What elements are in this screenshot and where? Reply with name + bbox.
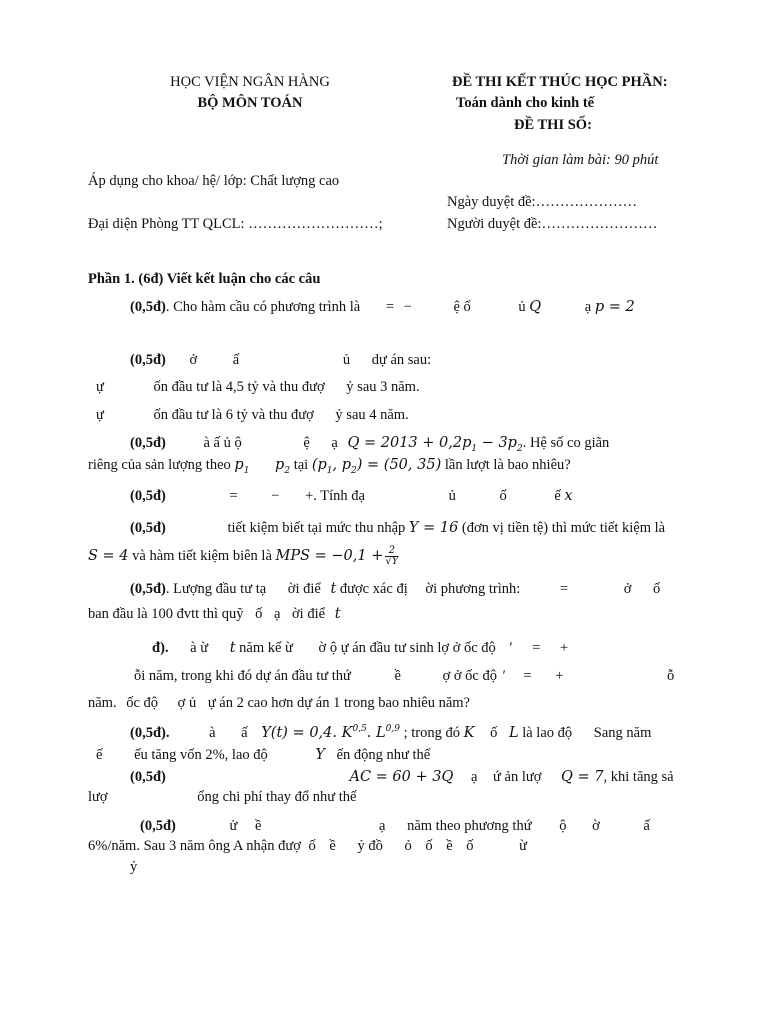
q9-q: Q = 7 <box>561 769 604 785</box>
q6-frag2: ở <box>623 581 632 597</box>
q1-text: . Cho hàm cầu có phương trình là <box>165 299 361 315</box>
q4-eq: = <box>229 488 238 504</box>
q8-frag2: ấ <box>241 725 248 741</box>
q6-points: (0,5đ) <box>130 581 166 597</box>
question-9 <box>130 768 674 786</box>
q7-text: năm kể ừ <box>239 640 293 656</box>
q7-points: đ). <box>152 640 169 656</box>
q3-pt2: , p <box>332 457 352 473</box>
q5-text2: (đơn vị tiền tệ) thì mức tiết kiệm là <box>461 520 666 536</box>
q2-text: dự án sau: <box>371 352 432 368</box>
question-10-line-2 <box>88 837 527 855</box>
q8-frag3: ố <box>490 725 498 741</box>
question-3-line-2 <box>88 456 571 474</box>
q9-text: ứ ản lượ <box>493 769 542 785</box>
q7-frag5: ỗ <box>667 668 675 684</box>
q7-plus: + <box>560 640 569 656</box>
q10-frag12: ề <box>446 838 453 854</box>
q7-var-t: t <box>229 640 236 656</box>
q8-text2: là lao độ <box>522 725 573 741</box>
q3-f1: Q = 2013 + 0,2p <box>347 435 472 451</box>
q5-text: tiết kiệm biết tại mức thu nhập <box>227 520 406 536</box>
q1-frag: ệ ố <box>453 299 471 315</box>
q1-price: p = 2 <box>594 299 635 315</box>
q10-frag7: ố <box>308 838 316 854</box>
q6-text4: ban đầu là 100 đvtt thì quỹ <box>88 606 244 622</box>
q3-text2: riêng của sản lượng theo <box>88 457 231 473</box>
question-10-line-3 <box>130 858 137 876</box>
p2-text2: ỷ sau 4 năm. <box>335 407 409 423</box>
q3-p2-var: p <box>275 457 285 473</box>
q10-frag11: ố <box>425 838 433 854</box>
q7-frag3: ề <box>394 668 401 684</box>
q6-frag: ời điể <box>287 581 321 597</box>
exam-title: ĐỀ THI KẾT THÚC HỌC PHẦN: <box>452 74 668 90</box>
question-4 <box>130 487 573 505</box>
q7-frag: à ừ <box>190 640 209 656</box>
q3-text3: lần lượt là bao nhiêu? <box>444 457 571 473</box>
q4-points: (0,5đ) <box>130 488 166 504</box>
question-8 <box>130 724 651 742</box>
q8-text: ; trong đó <box>403 725 460 741</box>
q10-frag4: ộ <box>559 818 567 834</box>
q10-frag9: ỷ đồ <box>357 838 383 854</box>
q1-minus: − <box>403 299 412 315</box>
department-name: BỘ MÔN TOÁN <box>197 95 303 111</box>
q3-f2: − 3p <box>477 435 517 451</box>
p2-text: ốn đầu tư là 6 tỷ và thu đượ <box>153 407 314 423</box>
q1-var-q: Q <box>529 299 542 315</box>
question-7-line-2 <box>134 667 674 685</box>
q4-frag: ủ <box>448 488 456 504</box>
project-1 <box>96 378 420 396</box>
q8-formula <box>261 725 400 741</box>
q7-text3: ỗi năm, trong khi đó dự án đầu tư thứ <box>134 668 351 684</box>
q4-minus: − <box>271 488 280 504</box>
q10-frag14: ừ <box>519 838 527 854</box>
q2-frag3: ủ <box>342 352 351 368</box>
q7-text5: ự án 2 cao hơn dự án 1 trong bao nhiêu năm? <box>207 695 470 711</box>
p1-frag: ự <box>96 379 104 395</box>
question-8-line-2 <box>96 746 430 764</box>
q6-var-t2: t <box>334 606 341 622</box>
q1-points: (0,5đ) <box>130 299 166 315</box>
q3-p1-var: p <box>234 457 244 473</box>
q5-income: Y = 16 <box>408 520 459 536</box>
q7-text2: ự án đầu tư sinh lợ ở ốc độ <box>340 640 496 656</box>
q6-frag3: ố <box>653 581 661 597</box>
q7-plus2: + <box>555 668 564 684</box>
question-7 <box>152 639 568 657</box>
q4-var-x: x <box>564 488 573 504</box>
q3-sub1: 1 <box>471 443 478 454</box>
q1-eq: = <box>385 299 394 315</box>
q7-eq2: = <box>523 668 532 684</box>
qa-representative: Đại diện Phòng TT QLCL: ………………………; <box>88 216 383 232</box>
q5-text3: và hàm tiết kiệm biên là <box>132 547 272 564</box>
q4-plus: + <box>305 488 314 504</box>
q3-formula <box>347 435 523 454</box>
approver: Người duyệt đề:…………………… <box>447 216 658 232</box>
q7-prime2: ′ <box>502 668 506 684</box>
part1-title: Phần 1. (6đ) Viết kết luận cho các câu <box>88 271 321 287</box>
q10-text2: 6%/năm. Sau 3 năm ông A nhận đượ <box>88 838 301 854</box>
p1-text2: ỷ sau 3 năm. <box>346 379 420 395</box>
question-6-line-2 <box>88 605 341 623</box>
q10-frag13: ố <box>466 838 474 854</box>
q8-var-k: K <box>463 725 475 741</box>
q3-p2 <box>275 457 291 476</box>
q10-frag2: ề <box>254 818 262 834</box>
approval-date: Ngày duyệt đề:………………… <box>447 194 638 210</box>
q6-text2: được xác đị <box>339 581 408 597</box>
question-2 <box>130 351 431 369</box>
q8-points: (0,5đ). <box>130 725 170 741</box>
q7-frag7: ợ ủ <box>177 695 197 711</box>
q3-pt3: ) = (50, 35) <box>356 457 442 473</box>
q2-points: (0,5đ) <box>130 352 166 368</box>
q9-points: (0,5đ) <box>130 769 166 785</box>
question-5-line-2 <box>88 546 398 567</box>
p1-text: ốn đầu tư là 4,5 tỷ và thu đượ <box>153 379 325 395</box>
q9-text2: , khi tăng sả <box>603 769 674 785</box>
q3-frag3: ạ <box>331 435 338 451</box>
q10-frag6: ấ <box>643 818 650 834</box>
q8-text3: Sang năm <box>593 725 652 741</box>
q3-pt1: (p <box>311 457 327 473</box>
q8-f2: . L <box>366 725 386 741</box>
q3-point <box>311 457 442 476</box>
exam-number: ĐỀ THI SỐ: <box>514 117 592 133</box>
q8-f1: Y(t) = 0,4. K <box>261 725 353 741</box>
q8-text4: ếu tăng vốn 2%, lao độ <box>134 747 268 763</box>
q5-fraction <box>385 546 398 567</box>
q3-text: . Hệ số co giãn <box>522 435 610 451</box>
question-3 <box>130 434 609 452</box>
question-9-line-2 <box>88 788 356 806</box>
q9-text3: lượ <box>88 789 108 805</box>
q9-frag: ạ <box>470 769 478 785</box>
q6-eq: = <box>559 581 569 597</box>
q10-frag10: ỏ <box>404 838 412 854</box>
question-6 <box>130 580 660 598</box>
q1-frag2: ủ <box>518 299 526 315</box>
q8-frag: à <box>209 725 216 741</box>
q3-points: (0,5đ) <box>130 435 166 451</box>
q9-text4: ổng chi phí thay đổ như thế <box>197 789 357 805</box>
q7-frag4: ợ ở ốc độ <box>442 668 497 684</box>
q6-frag5: ạ <box>273 606 281 622</box>
p2-frag: ự <box>96 407 104 423</box>
q7-eq: = <box>532 640 541 656</box>
project-2 <box>96 406 409 424</box>
q3-sub2: 2 <box>516 443 523 454</box>
q4-text: . Tính đạ <box>313 488 365 504</box>
q10-frag5: ờ <box>592 818 600 834</box>
exam-time: Thời gian làm bài: 90 phút <box>502 152 659 168</box>
question-1 <box>130 298 635 316</box>
q8-sup2: 0,9 <box>385 724 400 735</box>
q7-frag2: ờ ộ <box>318 640 338 656</box>
q3-frag2: ệ <box>303 435 310 451</box>
q3-at: tại <box>293 457 309 473</box>
q6-var-t: t <box>330 581 337 597</box>
q8-frag4: ế <box>96 747 103 763</box>
q8-text5: ến động như thế <box>336 747 431 763</box>
institution-name: HỌC VIỆN NGÂN HÀNG <box>170 74 330 90</box>
q8-var-l: L <box>508 725 519 741</box>
q3-pt-sub1: 1 <box>326 465 333 476</box>
q2-frag: ở <box>189 352 198 368</box>
q10-points: (0,5đ) <box>140 818 176 834</box>
q2-frag2: ấ <box>232 352 240 368</box>
q7-text4: năm. <box>88 695 117 711</box>
q10-frag3: ạ <box>379 818 386 834</box>
q10-text: năm theo phương thứ <box>407 818 532 834</box>
q5-saving: S = 4 <box>88 547 129 564</box>
q3-pt-sub2: 2 <box>351 465 357 476</box>
q7-frag6: ốc độ <box>126 695 159 711</box>
q7-prime: ′ <box>509 640 513 656</box>
q1-frag3: ạ <box>584 299 592 315</box>
question-10 <box>140 817 650 835</box>
q6-text3: ời phương trình: <box>425 581 521 597</box>
question-7-line-3 <box>88 694 470 712</box>
q5-mps: MPS = −0,1 + <box>275 547 384 564</box>
q8-var-y: Y <box>315 747 325 763</box>
q5-den: √Y <box>385 556 399 567</box>
apply-to: Áp dụng cho khoa/ hệ/ lớp: Chất lượng cao <box>88 173 340 189</box>
q5-num: 2 <box>388 545 396 556</box>
q5-points: (0,5đ) <box>130 520 166 536</box>
q6-text: . Lượng đầu tư tạ <box>165 581 267 597</box>
q10-frag8: ề <box>329 838 336 854</box>
q6-frag4: ố <box>255 606 263 622</box>
q8-sup1: 0,5 <box>352 724 367 735</box>
q9-ac: AC = 60 + 3Q <box>349 769 454 785</box>
question-5 <box>130 519 665 537</box>
q3-p2-sub: 2 <box>284 465 291 476</box>
q3-p1-sub: 1 <box>243 465 250 476</box>
q10-frag: ử <box>229 818 238 834</box>
q6-frag6: ời điể <box>292 606 326 622</box>
q10-frag15: ỷ <box>130 859 138 875</box>
exam-subject: Toán dành cho kinh tế <box>456 95 595 111</box>
q3-frag: à ấ ủ ộ <box>203 435 242 451</box>
q4-frag3: ế <box>554 488 561 504</box>
q3-p1 <box>234 457 250 476</box>
q4-frag2: ố <box>499 488 507 504</box>
